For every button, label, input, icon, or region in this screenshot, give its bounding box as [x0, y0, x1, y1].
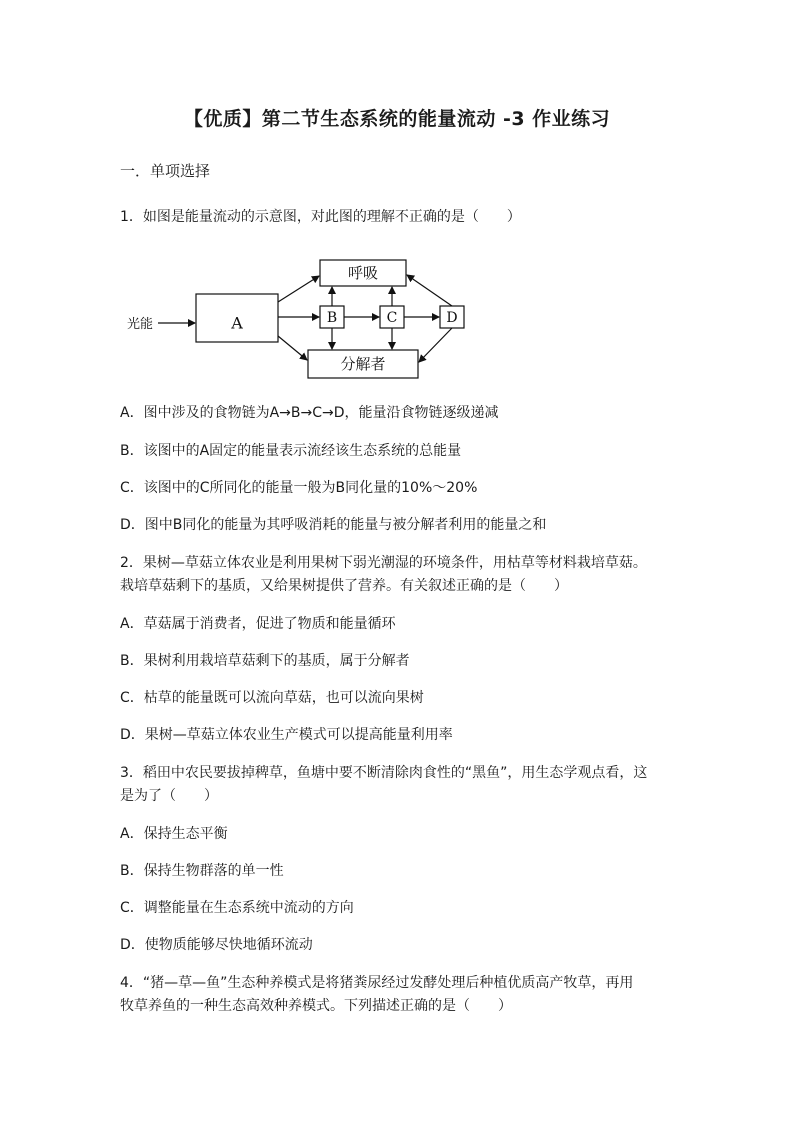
decomposer-label: 分解者 [340, 355, 386, 373]
page-title: 【优质】第二节生态系统的能量流动 -3 作业练习 [183, 108, 611, 130]
question-2-option-b: B．果树利用栽培草菇剩下的基质，属于分解者 [120, 653, 410, 669]
node-d-label: D [446, 310, 458, 326]
arrow-d-to-decomposer [419, 328, 452, 362]
question-3-option-b: B．保持生物群落的单一性 [120, 863, 284, 879]
node-a-label: A [231, 313, 243, 333]
node-c-label: C [386, 310, 398, 326]
question-1-stem: 1．如图是能量流动的示意图，对此图的理解不正确的是（ ） [120, 209, 521, 225]
question-3-option-c: C．调整能量在生态系统中流动的方向 [120, 900, 354, 916]
question-1-option-b: B．该图中的A固定的能量表示流经该生态系统的总能量 [120, 443, 462, 459]
question-1-option-a: A．图中涉及的食物链为A→B→C→D，能量沿食物链逐级递减 [120, 405, 499, 421]
question-2-option-a: A．草菇属于消费者，促进了物质和能量循环 [120, 616, 396, 632]
energy-flow-diagram [118, 246, 478, 386]
question-3-option-d: D．使物质能够尽快地循环流动 [120, 937, 313, 953]
question-4-stem-line-2: 牧草养鱼的一种生态高效种养模式。下列描述正确的是（ ） [120, 998, 512, 1014]
section-heading: 一．单项选择 [120, 162, 211, 180]
question-2-stem-line-1: 2．果树—草菇立体农业是利用果树下弱光潮湿的环境条件，用枯草等材料栽培草菇。 [120, 555, 647, 571]
question-4-stem-line-1: 4．“猪—草—鱼”生态种养模式是将猪粪尿经过发酵处理后种植优质高产牧草，再用 [120, 975, 634, 991]
arrow-d-to-respiration [407, 275, 452, 306]
arrow-a-to-respiration [278, 276, 319, 302]
respiration-label: 呼吸 [347, 264, 379, 282]
question-1-option-c: C．该图中的C所同化的能量一般为B同化量的10%～20% [120, 480, 478, 496]
node-b-label: B [326, 310, 338, 326]
question-2-stem-line-2: 栽培草菇剩下的基质，又给果树提供了营养。有关叙述正确的是（ ） [120, 578, 568, 594]
question-3-stem-line-2: 是为了（ ） [120, 788, 218, 804]
question-2-option-c: C．枯草的能量既可以流向草菇，也可以流向果树 [120, 690, 424, 706]
question-3-option-a: A．保持生态平衡 [120, 826, 228, 842]
question-2-option-d: D．果树—草菇立体农业生产模式可以提高能量利用率 [120, 727, 453, 743]
arrow-a-to-decomposer [278, 336, 307, 360]
question-3-stem-line-1: 3．稻田中农民要拔掉稗草，鱼塘中要不断清除肉食性的“黑鱼”，用生态学观点看，这 [120, 765, 648, 781]
question-1-option-d: D．图中B同化的能量为其呼吸消耗的能量与被分解者利用的能量之和 [120, 517, 547, 533]
light-energy-label: 光能 [126, 317, 154, 332]
